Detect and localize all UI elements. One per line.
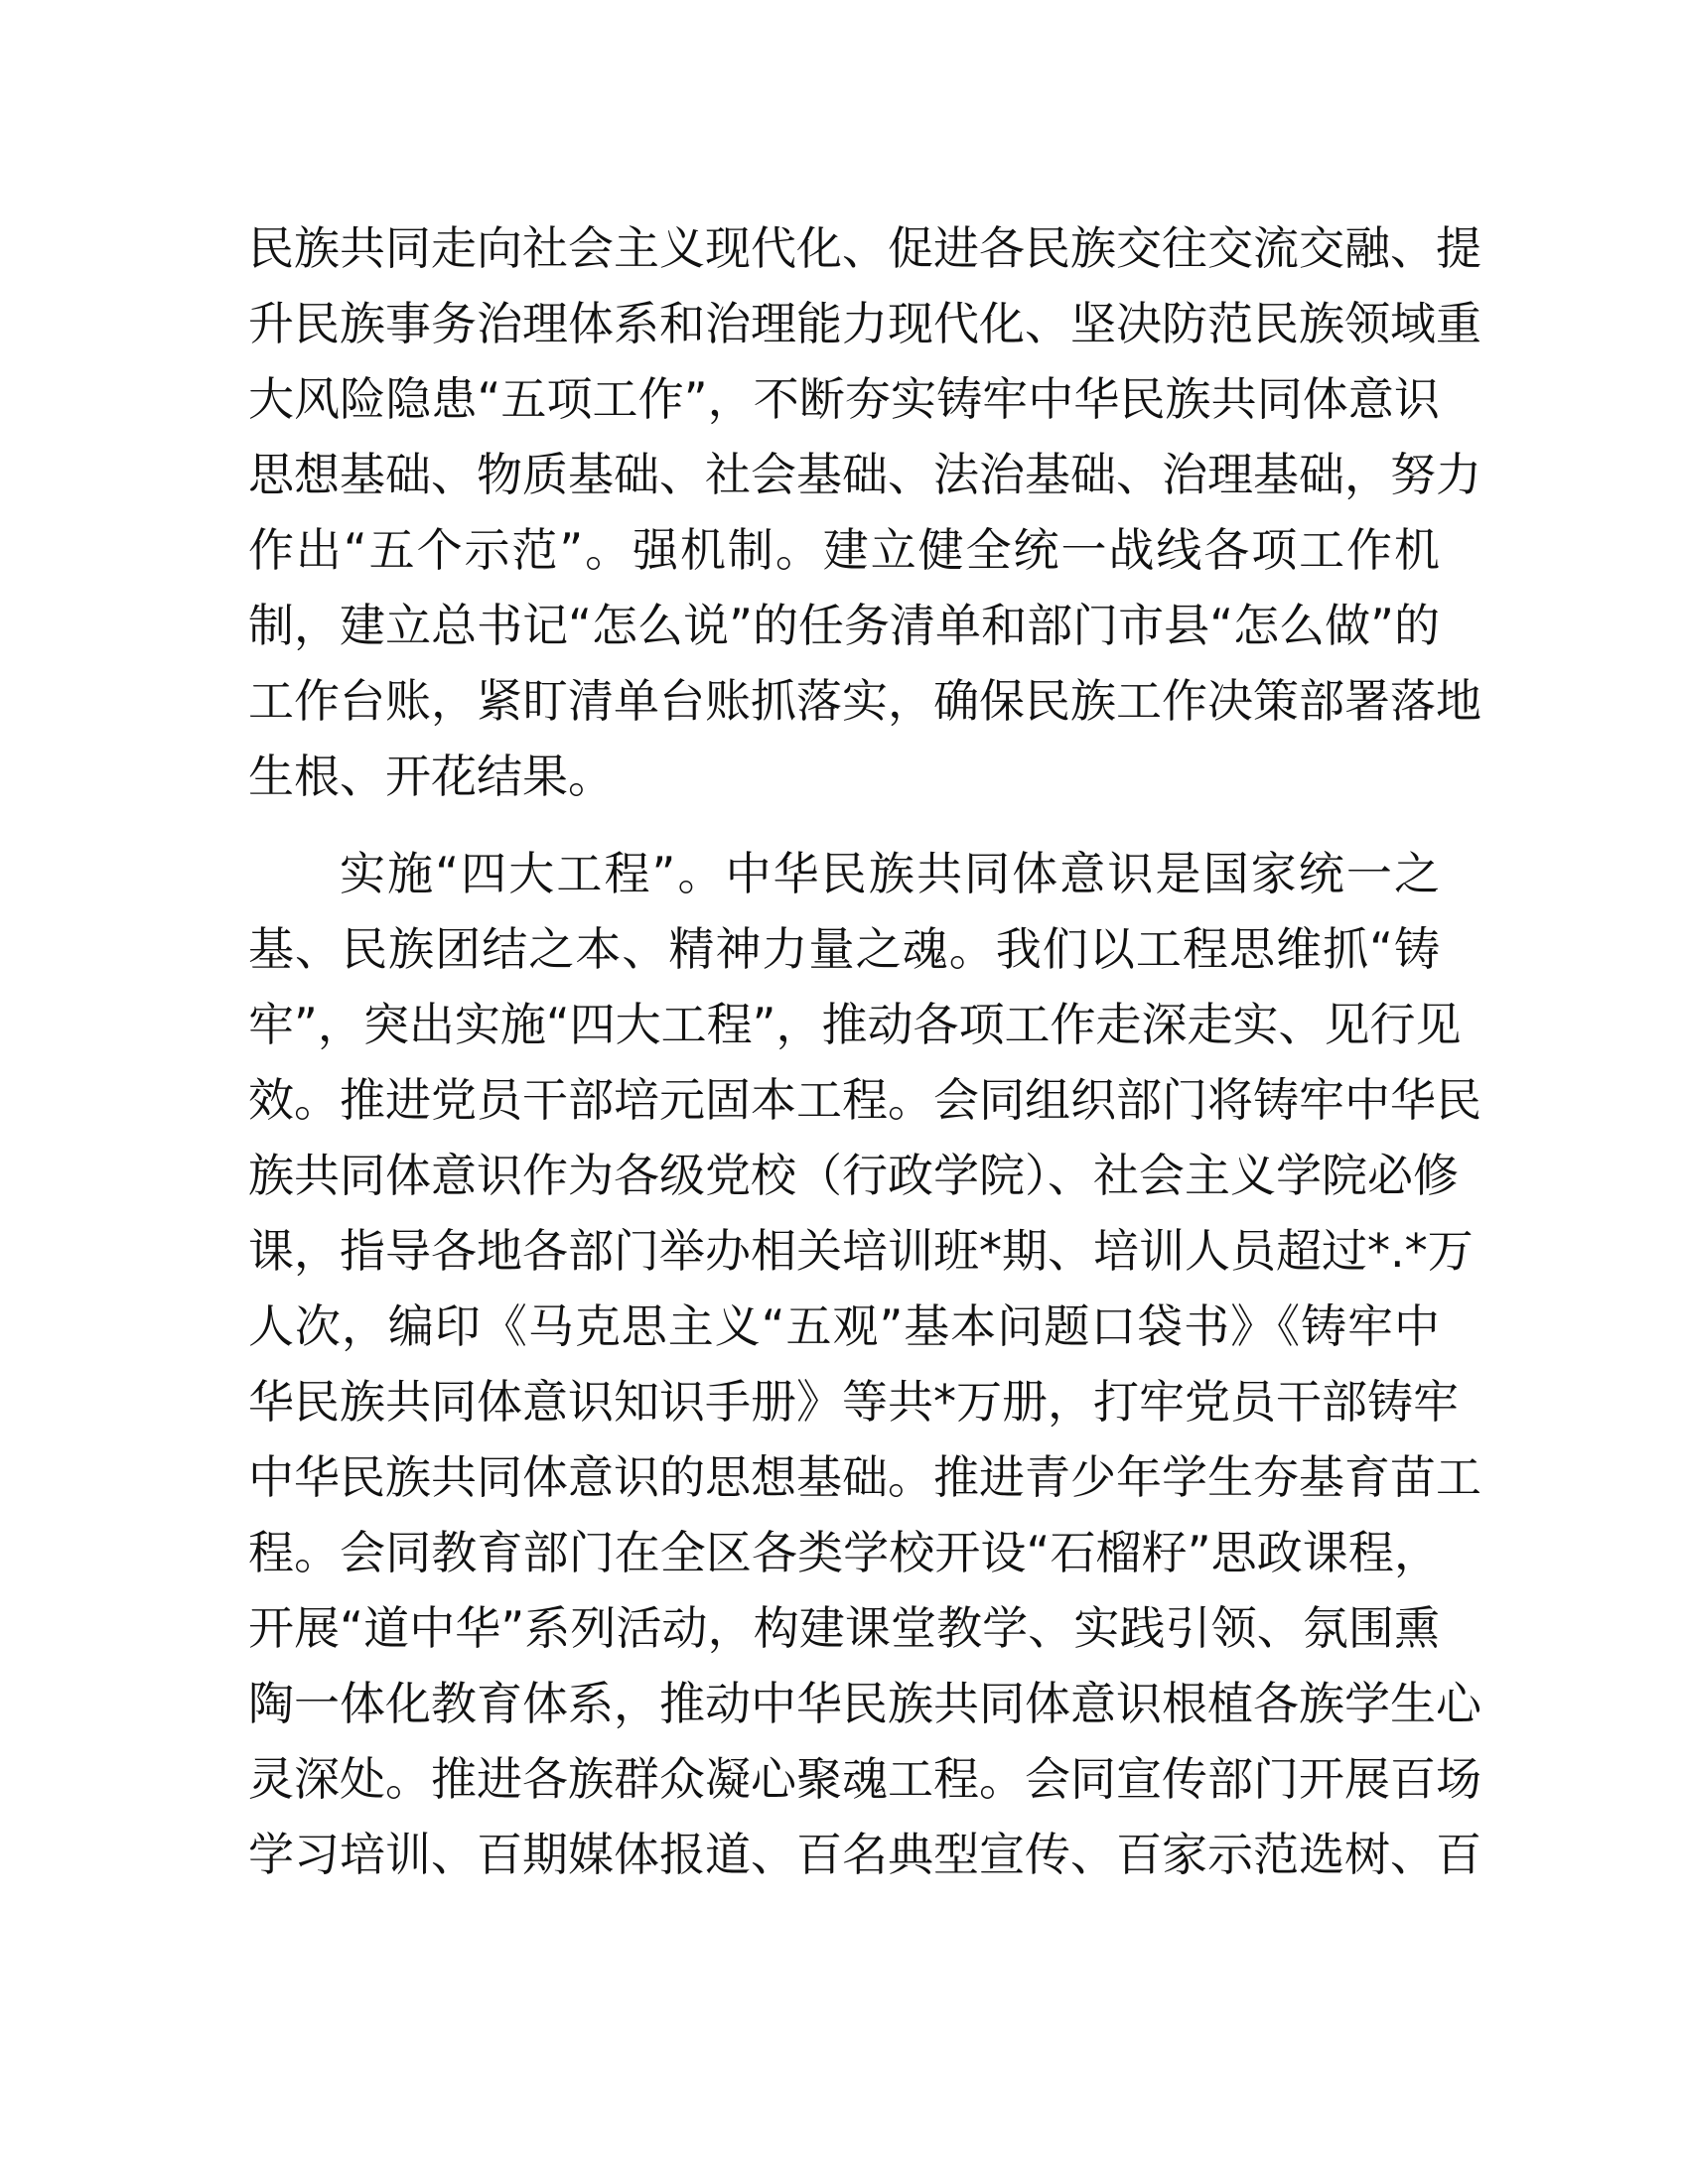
text-line: 实施“四大工程”。中华民族共同体意识是国家统一之 — [340, 847, 1440, 900]
text-line: 民族共同走向社会主义现代化、促进各民族交往交流交融、提 — [248, 221, 1481, 275]
text-line: 华民族共同体意识知识手册》等共*万册，打牢党员干部铸牢 — [248, 1375, 1459, 1429]
text-line: 程。会同教育部门在全区各类学校开设“石榴籽”思政课程， — [248, 1526, 1440, 1579]
text-line: 生根、开花结果。 — [248, 750, 614, 803]
text-line: 升民族事务治理体系和治理能力现代化、坚决防范民族领域重 — [248, 297, 1481, 350]
body-text — [248, 210, 1481, 1892]
text-line: 课，指导各地各部门举办相关培训班*期、培训人员超过*.*万 — [248, 1224, 1474, 1278]
paragraph-2 — [248, 836, 1481, 1892]
text-line: 大风险隐患“五项工作”，不断夯实铸牢中华民族共同体意识 — [248, 372, 1440, 426]
text-line: 陶一体化教育体系，推动中华民族共同体意识根植各族学生心 — [248, 1677, 1481, 1730]
text-line: 牢”，突出实施“四大工程”，推动各项工作走深走实、见行见 — [248, 998, 1462, 1051]
text-line: 工作台账，紧盯清单台账抓落实，确保民族工作决策部署落地 — [248, 674, 1481, 728]
text-line: 效。推进党员干部培元固本工程。会同组织部门将铸牢中华民 — [248, 1073, 1481, 1127]
text-line: 制，建立总书记“怎么说”的任务清单和部门市县“怎么做”的 — [248, 599, 1440, 652]
text-line: 基、民族团结之本、精神力量之魂。我们以工程思维抓“铸 — [248, 922, 1440, 976]
text-line: 作出“五个示范”。强机制。建立健全统一战线各项工作机 — [248, 523, 1440, 577]
text-line: 学习培训、百期媒体报道、百名典型宣传、百家示范选树、百 — [248, 1828, 1481, 1881]
text-line: 中华民族共同体意识的思想基础。推进青少年学生夯基育苗工 — [248, 1450, 1481, 1504]
text-line: 开展“道中华”系列活动，构建课堂教学、实践引领、氛围熏 — [248, 1601, 1440, 1655]
text-line: 思想基础、物质基础、社会基础、法治基础、治理基础，努力 — [248, 448, 1481, 501]
text-line: 族共同体意识作为各级党校（行政学院）、社会主义学院必修 — [248, 1149, 1459, 1202]
text-line: 灵深处。推进各族群众凝心聚魂工程。会同宣传部门开展百场 — [248, 1752, 1481, 1806]
paragraph-1 — [248, 210, 1481, 814]
text-line: 人次，编印《马克思主义“五观”基本问题口袋书》《铸牢中 — [248, 1299, 1440, 1353]
